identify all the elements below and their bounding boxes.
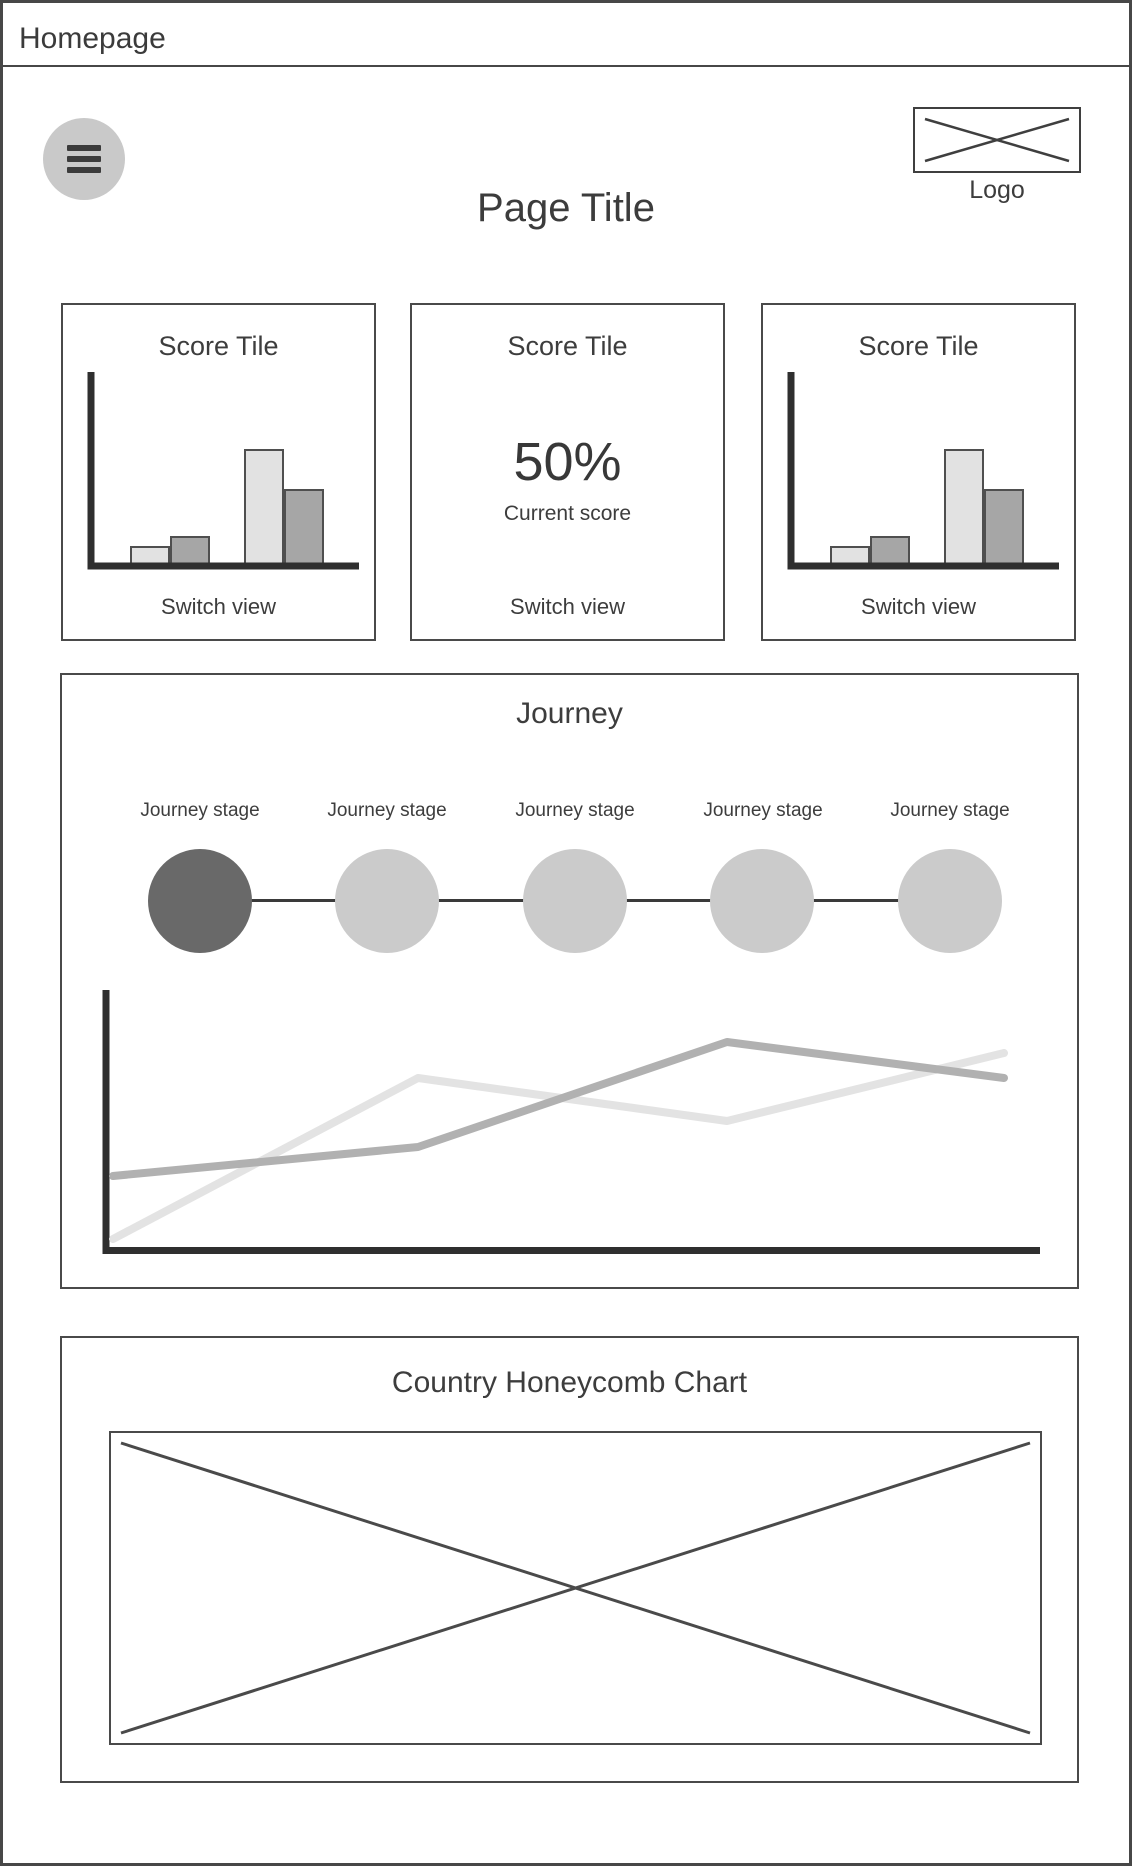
image-x-icon [915, 109, 1079, 171]
current-score-value: 50% [513, 432, 622, 492]
score-bar-chart [763, 365, 1078, 575]
journey-title: Journey [516, 697, 623, 730]
current-score-caption: Current score [503, 502, 632, 525]
logo-label: Logo [969, 176, 1025, 204]
window-title: Homepage [19, 22, 166, 55]
logo-image-placeholder[interactable] [913, 107, 1081, 173]
journey-panel [60, 673, 1079, 1289]
score-tile-1 [61, 303, 376, 641]
journey-stage-circle-1[interactable] [148, 849, 252, 953]
honeycomb-title: Country Honeycomb Chart [391, 1366, 748, 1399]
honeycomb-panel [60, 1336, 1079, 1783]
score-tile-3 [761, 303, 1076, 641]
score-tile-title: Score Tile [158, 331, 279, 361]
switch-view-button[interactable]: Switch view [412, 593, 723, 621]
page-title: Page Title [477, 186, 655, 230]
honeycomb-image-placeholder [109, 1431, 1042, 1745]
journey-stage-circle-5[interactable] [898, 849, 1002, 953]
journey-stage-label: Journey stage [703, 800, 823, 821]
journey-stage-label: Journey stage [515, 800, 635, 821]
window-titlebar [3, 3, 1129, 67]
journey-stage-label: Journey stage [140, 800, 260, 821]
journey-stage-circle-3[interactable] [523, 849, 627, 953]
switch-view-button[interactable]: Switch view [63, 593, 374, 621]
score-tile-2 [410, 303, 725, 641]
score-tile-title: Score Tile [858, 331, 979, 361]
journey-stage-circle-2[interactable] [335, 849, 439, 953]
score-bar-chart [63, 365, 378, 575]
journey-line-chart [92, 980, 1052, 1280]
image-x-icon [111, 1433, 1040, 1743]
journey-stage-circle-4[interactable] [710, 849, 814, 953]
score-tile-title: Score Tile [507, 331, 628, 361]
switch-view-button[interactable]: Switch view [763, 593, 1074, 621]
journey-stage-label: Journey stage [327, 800, 447, 821]
journey-stage-label: Journey stage [890, 800, 1010, 821]
logo [913, 107, 1081, 205]
